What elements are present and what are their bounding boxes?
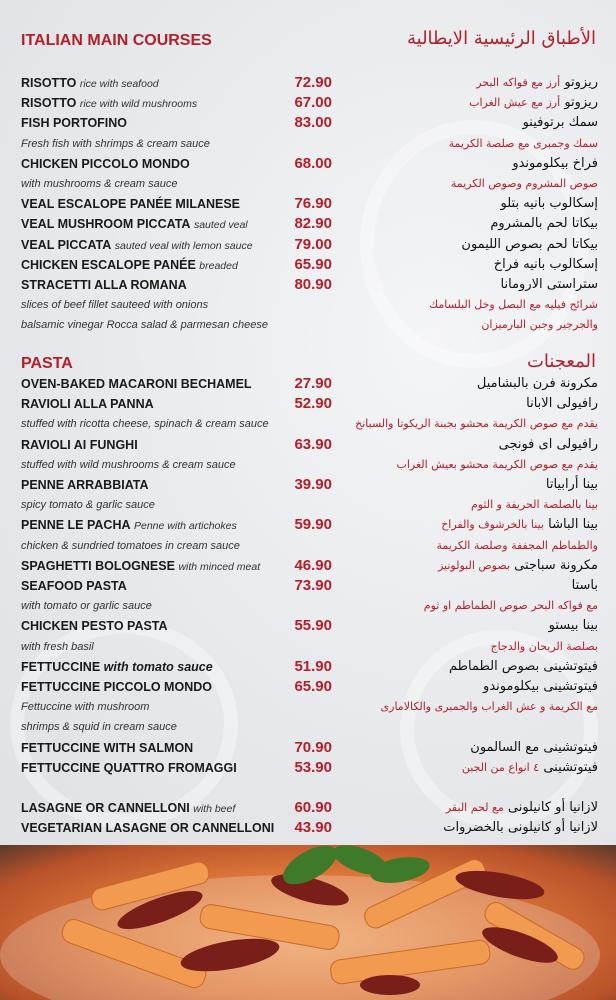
item-name: LASAGNE OR CANNELLONI bbox=[21, 801, 190, 816]
item-name-ar: فيتوتشينى بصوص الطماطم bbox=[449, 658, 598, 674]
item-name: OVEN-BAKED MACARONI BECHAMEL bbox=[21, 377, 252, 391]
item-name: PENNE ARRABBIATA bbox=[21, 478, 149, 492]
item-name-arabic bbox=[549, 616, 598, 636]
item-name-ar: فيتوتشينى bbox=[543, 759, 598, 775]
menu-description-row bbox=[0, 455, 616, 475]
item-description: with tomato sauce bbox=[103, 659, 213, 674]
item-name-arabic bbox=[443, 818, 598, 838]
item-description-arabic: شرائح فيليه مع البصل وخل البلسامك bbox=[429, 298, 598, 312]
item-price: 80.90 bbox=[294, 276, 332, 293]
item-name-arabic bbox=[546, 475, 598, 495]
item-name-group bbox=[21, 677, 212, 697]
item-description: Fettuccine with mushroom bbox=[21, 701, 150, 714]
item-name-ar: رافيولى الابانا bbox=[526, 396, 598, 412]
menu-item bbox=[0, 435, 616, 455]
menu-item bbox=[0, 214, 616, 234]
item-description-arabic: يقدم مع صوص الكريمة محشو بجبنة الريكوتا والسبانخ bbox=[355, 417, 598, 431]
item-description-arabic: والطماطم المجففة وصلصة الكريمة bbox=[436, 538, 598, 552]
item-name-group bbox=[21, 275, 187, 295]
item-name: SEAFOOD PASTA bbox=[21, 579, 127, 593]
item-description-arabic: يقدم مع صوص الكريمة محشو بعيش الغراب bbox=[396, 457, 598, 471]
item-name-arabic bbox=[477, 374, 598, 394]
menu-item bbox=[0, 73, 616, 93]
item-name: STRACETTI ALLA ROMANA bbox=[21, 278, 187, 292]
item-name-ar: فراخ بيكلوموندو bbox=[512, 155, 598, 171]
menu-item bbox=[0, 798, 616, 818]
item-name: VEGETARIAN LASAGNE OR CANNELLONI bbox=[21, 821, 275, 836]
menu-item bbox=[0, 576, 616, 596]
menu-description-row bbox=[0, 637, 616, 657]
item-price: 65.90 bbox=[294, 678, 332, 695]
item-name: RISOTTO bbox=[21, 96, 77, 111]
item-name-group bbox=[21, 154, 190, 174]
item-price: 27.90 bbox=[294, 375, 332, 392]
item-price: 46.90 bbox=[294, 556, 332, 574]
item-name-ar: ريزوتو bbox=[564, 95, 598, 111]
item-name-ar: فيتوتشينى بيكلوموندو bbox=[483, 679, 598, 694]
menu-item bbox=[0, 677, 616, 697]
item-name: RAVIOLI AI FUNGHI bbox=[21, 437, 138, 452]
item-name: RISOTTO bbox=[21, 76, 77, 90]
item-name-arabic bbox=[501, 194, 598, 214]
item-name-ar: بيكاتا لحم بالمشروم bbox=[490, 216, 598, 232]
item-description: sauted veal with lemon sauce bbox=[114, 239, 253, 252]
item-price: 67.00 bbox=[294, 94, 332, 112]
item-name-group bbox=[21, 818, 274, 838]
item-name: FETTUCCINE WITH SALMON bbox=[21, 740, 194, 755]
item-name: PENNE LE PACHA bbox=[21, 518, 131, 533]
menu-item bbox=[0, 255, 616, 275]
item-name-group bbox=[21, 616, 168, 636]
item-description-arabic: مع الكريمة و عش الغراب والجمبرى والكالامارى bbox=[380, 700, 598, 714]
item-name-group bbox=[21, 576, 127, 596]
item-name-group bbox=[21, 738, 193, 758]
item-name-group bbox=[21, 758, 237, 778]
item-name: FETTUCCINE QUATTRO FROMAGGI bbox=[21, 760, 237, 775]
item-price: 79.00 bbox=[294, 235, 332, 253]
spacer bbox=[0, 778, 616, 798]
penne-pasta-illustration bbox=[0, 845, 616, 1000]
item-name-ar: بينا أرابياتا bbox=[545, 477, 598, 492]
menu-item bbox=[0, 616, 616, 636]
item-name-arabic bbox=[499, 435, 598, 455]
item-name-ar: لازانيا أو كانيلونى bbox=[507, 800, 598, 816]
item-description-arabic: سمك وجمبرى مع صلصة الكريمة bbox=[448, 136, 598, 150]
item-description-arabic: بصوص البولونيز bbox=[437, 558, 510, 572]
pasta-title: PASTA bbox=[21, 355, 73, 372]
item-name-arabic bbox=[446, 798, 598, 818]
item-name-ar: بيكاتا لحم بصوص الليمون bbox=[461, 236, 598, 252]
item-name-arabic bbox=[572, 576, 598, 596]
item-name: FETTUCCINE PICCOLO MONDO bbox=[21, 680, 212, 694]
menu-item bbox=[0, 515, 616, 535]
item-name: FISH PORTOFINO bbox=[21, 116, 128, 131]
item-description-arabic: بينا بالخرشوف والفراخ bbox=[441, 518, 544, 532]
item-name: RAVIOLI ALLA PANNA bbox=[21, 397, 154, 412]
item-description: stuffed with wild mushrooms & cream sauce bbox=[21, 458, 236, 471]
item-description-arabic: مع فواكه البحر صوص الطماطم او ثوم bbox=[423, 599, 598, 613]
menu-description-row bbox=[0, 697, 616, 717]
menu-description-row bbox=[0, 134, 616, 154]
item-price: 59.90 bbox=[294, 516, 332, 534]
menu-item bbox=[0, 374, 616, 394]
item-description: stuffed with ricotta cheese, spinach & cream sauce bbox=[21, 418, 269, 431]
item-name-group bbox=[21, 394, 154, 414]
item-price: 55.90 bbox=[294, 617, 332, 635]
item-description-arabic: أرز مع عيش الغراب bbox=[469, 96, 561, 110]
item-name-ar: مكرونة فرن بالبشاميل bbox=[476, 376, 598, 391]
item-price: 83.00 bbox=[294, 114, 332, 132]
item-name-group bbox=[21, 194, 240, 214]
item-price: 51.90 bbox=[294, 657, 332, 675]
item-price: 53.90 bbox=[294, 758, 332, 776]
pasta-title-arabic: المعجنات bbox=[526, 351, 596, 372]
item-name-ar: بينا الباشا bbox=[548, 517, 598, 533]
item-name-arabic bbox=[438, 556, 598, 576]
item-description: sauted veal bbox=[193, 219, 248, 232]
item-name-group bbox=[21, 93, 197, 114]
menu-description-row bbox=[0, 717, 616, 737]
menu-description-row bbox=[0, 536, 616, 556]
item-name-ar: لازانيا أو كانيلونى بالخضروات bbox=[443, 820, 598, 836]
item-price: 43.90 bbox=[294, 819, 332, 837]
menu-item bbox=[0, 738, 616, 758]
menu-item bbox=[0, 275, 616, 295]
item-name-arabic bbox=[483, 677, 598, 697]
item-name: CHICKEN PICCOLO MONDO bbox=[21, 156, 190, 171]
item-name-group bbox=[21, 113, 127, 133]
item-description: slices of beef fillet sauteed with onions bbox=[21, 299, 209, 312]
item-name-arabic bbox=[512, 154, 598, 174]
menu-description-row bbox=[0, 596, 616, 616]
item-price: 72.90 bbox=[294, 74, 332, 91]
menu-description-row bbox=[0, 295, 616, 315]
item-price: 63.90 bbox=[294, 435, 332, 453]
item-description: with fresh basil bbox=[21, 640, 94, 653]
item-name-ar: ستراستى الارومانا bbox=[500, 277, 598, 292]
item-price: 68.00 bbox=[294, 154, 332, 172]
item-name-group bbox=[21, 657, 213, 677]
item-price: 73.90 bbox=[294, 577, 332, 594]
item-price: 82.90 bbox=[294, 215, 332, 233]
item-description: chicken & sundried tomatoes in cream sauce bbox=[21, 539, 240, 552]
item-name-group bbox=[21, 214, 248, 235]
item-name: VEAL MUSHROOM PICCATA bbox=[21, 217, 191, 232]
item-description: balsamic vinegar Rocca salad & parmesan cheese bbox=[21, 319, 269, 332]
item-description: shrimps & squid in cream sauce bbox=[21, 721, 177, 734]
item-name-group bbox=[21, 435, 138, 455]
menu-description-row bbox=[0, 315, 616, 335]
menu-description-row bbox=[0, 414, 616, 434]
item-name-arabic bbox=[476, 73, 598, 93]
item-name-arabic bbox=[490, 214, 598, 234]
item-name-group bbox=[21, 255, 238, 276]
menu-item bbox=[0, 394, 616, 414]
menu-item bbox=[0, 194, 616, 214]
item-name: VEAL PICCATA bbox=[21, 237, 112, 252]
pasta-dish-photo bbox=[0, 845, 616, 1000]
menu-item bbox=[0, 818, 616, 838]
menu-description-row bbox=[0, 495, 616, 515]
item-description: with tomato or garlic sauce bbox=[21, 600, 152, 613]
item-name-arabic bbox=[469, 93, 598, 113]
item-name: VEAL ESCALOPE PANÉE MILANESE bbox=[21, 197, 241, 212]
menu-item bbox=[0, 154, 616, 174]
item-name-ar: رافيولى اى فونجى bbox=[498, 436, 598, 452]
menu-item bbox=[0, 235, 616, 255]
item-name-ar: مكرونة سباجتى bbox=[514, 557, 598, 573]
item-name-ar: إسكالوب بانيه فراخ bbox=[493, 256, 598, 272]
item-price: 76.90 bbox=[294, 195, 332, 213]
item-name-ar: سمك برتوفينو bbox=[522, 115, 598, 131]
item-price: 70.90 bbox=[294, 738, 332, 756]
item-name-group bbox=[21, 73, 159, 94]
item-name: FETTUCCINE bbox=[21, 659, 101, 674]
item-name-arabic bbox=[526, 394, 598, 414]
item-name-group bbox=[21, 374, 252, 394]
item-name-group bbox=[21, 556, 260, 577]
item-name-group bbox=[21, 798, 235, 819]
item-price: 52.90 bbox=[294, 395, 332, 413]
item-name: CHICKEN PESTO PASTA bbox=[21, 619, 168, 634]
item-name-group bbox=[21, 235, 253, 256]
item-name-ar: إسكالوب بانيه بتلو bbox=[500, 196, 598, 212]
item-name-arabic bbox=[523, 113, 598, 133]
item-name-arabic bbox=[494, 255, 598, 275]
item-name-arabic bbox=[461, 235, 598, 255]
item-description: breaded bbox=[199, 259, 238, 272]
item-description: rice with seafood bbox=[79, 78, 159, 90]
item-name-arabic bbox=[449, 657, 598, 677]
menu-item bbox=[0, 657, 616, 677]
item-description-arabic: بينا بالصلصة الحريفة و الثوم bbox=[470, 498, 598, 512]
item-description-arabic: أرز مع فواكه البحر bbox=[476, 76, 561, 89]
item-price: 65.90 bbox=[294, 255, 332, 273]
item-description-arabic: مع لحم البقر bbox=[445, 801, 504, 815]
item-description: with beef bbox=[193, 803, 236, 816]
item-name-ar: بينا بيستو bbox=[548, 618, 598, 634]
item-name-arabic bbox=[441, 515, 598, 535]
item-description-arabic: ٤ انواع من الجبن bbox=[461, 760, 540, 774]
item-description-arabic: بصلصة الريحان والدجاج bbox=[490, 639, 598, 653]
item-name: SPAGHETTI BOLOGNESE bbox=[21, 558, 175, 573]
item-name-ar: ريزوتو bbox=[564, 75, 598, 90]
item-description: with minced meat bbox=[178, 560, 261, 573]
item-name-ar: باستا bbox=[571, 578, 598, 593]
item-description: Fresh fish with shrimps & cream sauce bbox=[21, 137, 210, 150]
item-description-arabic: والجرجير وجبن البارميزان bbox=[481, 318, 598, 332]
main-courses-title: ITALIAN MAIN COURSES bbox=[21, 32, 212, 49]
main-courses-title-arabic: الأطباق الرئيسية الايطالية bbox=[406, 28, 596, 49]
item-description: Penne with artichokes bbox=[134, 520, 237, 533]
item-name-arabic bbox=[470, 738, 598, 758]
item-description: with mushrooms & cream sauce bbox=[21, 178, 178, 190]
menu-item bbox=[0, 475, 616, 495]
item-description-arabic: صوص المشروم وصوص الكريمة bbox=[450, 177, 598, 190]
item-name-group bbox=[21, 515, 237, 536]
item-name-ar: فيتوتشينى مع السالمون bbox=[470, 739, 598, 755]
item-description: spicy tomato & garlic sauce bbox=[21, 499, 155, 512]
item-price: 39.90 bbox=[294, 476, 332, 493]
menu-item bbox=[0, 113, 616, 133]
menu-item bbox=[0, 93, 616, 113]
item-description: rice with wild mushrooms bbox=[79, 98, 198, 111]
item-name-arabic bbox=[462, 758, 598, 778]
menu-description-row bbox=[0, 174, 616, 194]
item-price: 60.90 bbox=[294, 799, 332, 817]
item-name-group bbox=[21, 475, 149, 495]
menu-item bbox=[0, 556, 616, 576]
menu-item bbox=[0, 758, 616, 778]
item-name: CHICKEN ESCALOPE PANÉE bbox=[21, 257, 196, 272]
item-name-arabic bbox=[501, 275, 598, 295]
